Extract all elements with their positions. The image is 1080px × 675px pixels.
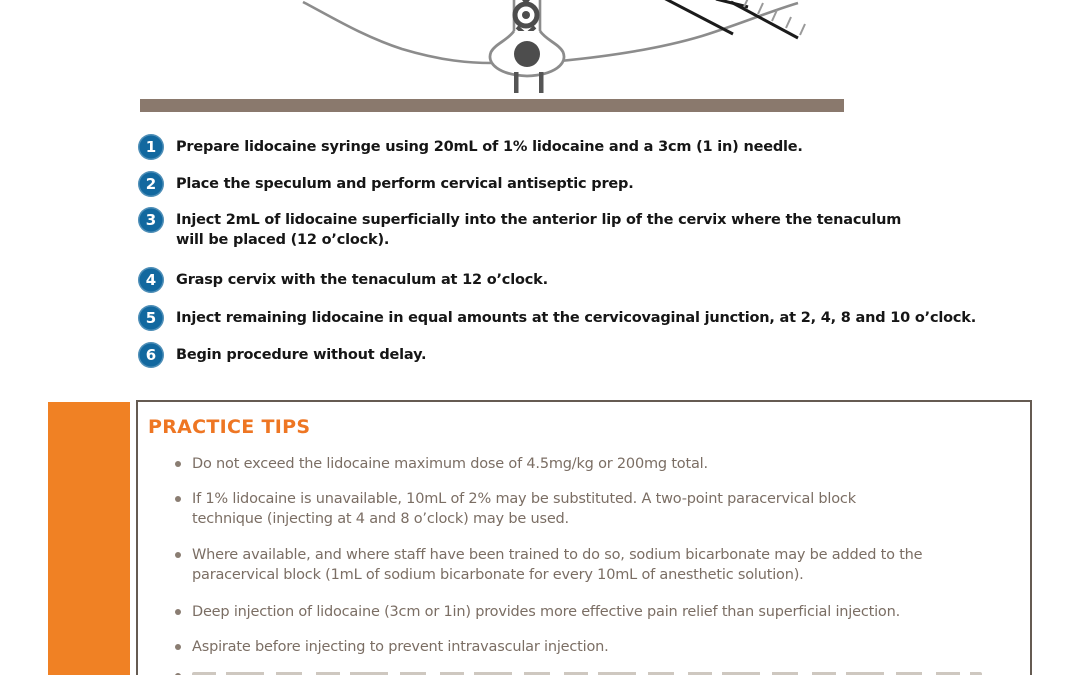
step-4-text: Grasp cervix with the tenaculum at 12 o’clock. (176, 272, 548, 288)
step-2-text: Place the speculum and perform cervical antiseptic prep. (176, 176, 634, 192)
step-5 (138, 305, 976, 331)
practice-tip-2: If 1% lidocaine is unavailable, 10mL of 2% may be substituted. A two-point paracervical block technique (injecting at 4 and 8 o’clock) may be used. (138, 489, 998, 529)
step-4 (138, 267, 548, 293)
step-6-text: Begin procedure without delay. (176, 347, 427, 363)
bullet-dot (175, 644, 181, 650)
practice-tip-5: Aspirate before injecting to prevent intravascular injection. (138, 637, 998, 657)
right-fornix-curve (560, 3, 798, 61)
step-6-number-badge: 6 (138, 342, 164, 368)
bullet-dot (175, 496, 181, 502)
tenaculum-prong-right (539, 72, 544, 93)
section-divider-bar (140, 99, 844, 112)
step-3 (138, 207, 901, 250)
practice-tips-title: PRACTICE TIPS (148, 416, 311, 438)
step-2 (138, 171, 634, 197)
left-fornix-curve (303, 2, 492, 63)
bullet-dot (175, 461, 181, 467)
step-5-text: Inject remaining lidocaine in equal amounts at the cervicovaginal junction, at 2, 4, 8 and 10 o’clock. (176, 310, 977, 326)
bullet-dot (175, 552, 181, 558)
bullet-dot (175, 609, 181, 615)
step-1-text: Prepare lidocaine syringe using 20mL of 1% lidocaine and a 3cm (1 in) needle. (176, 139, 803, 155)
practice-tips-box (136, 400, 1032, 675)
syringe-icon (660, 0, 805, 38)
practice-tip-4: Deep injection of lidocaine (3cm or 1in) provides more effective pain relief than superficial injection. (138, 602, 998, 622)
step-4-number-badge: 4 (138, 267, 164, 293)
step-1 (138, 134, 803, 160)
step-3-number-badge: 3 (138, 207, 164, 233)
tenaculum-pivot-dot (522, 11, 530, 19)
tenaculum-prong-left (514, 72, 519, 93)
practice-tip-1: Do not exceed the lidocaine maximum dose of 4.5mg/kg or 200mg total. (138, 454, 998, 474)
step-5-number-badge: 5 (138, 305, 164, 331)
step-6 (138, 342, 426, 368)
cervical-os (514, 41, 540, 67)
step-1-number-badge: 1 (138, 134, 164, 160)
practice-tip-3: Where available, and where staff have been trained to do so, sodium bicarbonate may be added to the paracervical block (1mL of sodium bicarbonate for every 10mL of anesthetic solution). (138, 545, 998, 585)
step-2-number-badge: 2 (138, 171, 164, 197)
paracervical-block-diagram (0, 0, 1080, 99)
orange-accent-block (48, 402, 130, 675)
practice-tip-clipped-line (138, 669, 998, 675)
step-3-text: Inject 2mL of lidocaine superficially into the anterior lip of the cervix where the tenaculum will be placed (12 o’clock). (176, 212, 902, 248)
